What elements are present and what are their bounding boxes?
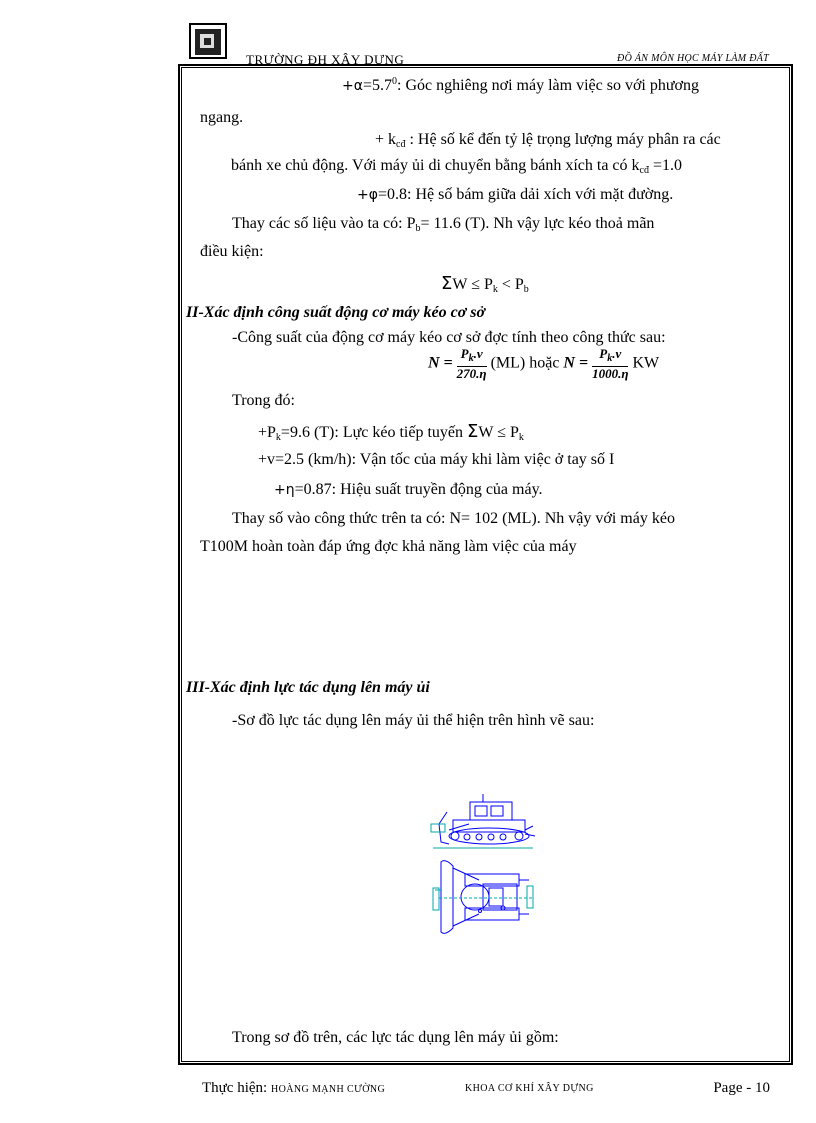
bulldozer-top-view (433, 861, 533, 934)
formula-2-num-p: P (599, 346, 608, 361)
kcd-line-2-text: bánh xe chủ động. Với máy ủi di chuyển bằng bánh xích ta có k (231, 157, 640, 174)
formula-1-numerator (457, 347, 487, 367)
pk-line (258, 421, 524, 443)
pb-subscript: b (415, 223, 421, 234)
power-formula (428, 347, 659, 381)
formula-1-num-p: P (460, 346, 469, 361)
section-3-intro: -Sơ đồ lực tác dụng lên máy ủi thể hiện trên hình vẽ sau: (232, 712, 595, 729)
kcd-subscript: cđ (396, 139, 406, 150)
formula-1-num-sub: k (468, 353, 474, 364)
sigma-symbol: Σ (441, 273, 453, 294)
phi-description: =0.8: Hệ số bám giữa dải xích với mặt đường. (377, 186, 674, 203)
section-3-title: III-Xác định lực tác dụng lên máy ủi (186, 679, 430, 696)
condition-lt: < P (497, 276, 524, 293)
phi-line (357, 186, 673, 204)
ngang-text: ngang. (200, 109, 244, 126)
university-logo (189, 23, 227, 59)
footer-author (202, 1080, 385, 1097)
bulldozer-side-view (431, 794, 535, 848)
bulldozer-force-diagram (425, 790, 537, 950)
formula-2-fraction (592, 347, 628, 381)
result-line-2: T100M hoàn toàn đáp ứng đợc khả năng làm việc của máy (200, 538, 577, 555)
header-project-title: ĐỒ ÁN MÔN HỌC MÁY LÀM ĐẤT (617, 53, 769, 64)
phi-symbol: +φ (357, 187, 378, 203)
formula-1-lhs: N = (428, 354, 453, 372)
alpha-value: =5.7 (362, 77, 392, 94)
pk-sigma: Σ (467, 421, 479, 442)
traction-condition (441, 273, 529, 295)
formula-2-num-end: .v (612, 346, 622, 361)
section-2-intro: -Công suất của động cơ máy kéo cơ sở đợc tính theo công thức sau: (232, 329, 666, 346)
eta-symbol: +η (274, 482, 295, 498)
result-line-1: Thay số vào công thức trên ta có: N= 102 (ML). Nh vậy với máy kéo (232, 510, 675, 527)
pb-line (232, 215, 654, 234)
kcd-description: : Hệ số kể đến tỷ lệ trọng lượng máy phân ra các (405, 131, 721, 148)
formula-2-unit: KW (628, 354, 660, 372)
alpha-line (342, 76, 699, 95)
pk-subscript: k (275, 432, 281, 443)
pk-w-subscript: k (518, 432, 524, 443)
formula-1-num-end: .v (473, 346, 483, 361)
eta-description: =0.87: Hiệu suất truyền động của máy. (294, 481, 543, 498)
kcd-line (375, 131, 721, 150)
kcd-line-2-value: =1.0 (648, 157, 682, 174)
footer-author-name: HOÀNG MẠNH CƯỜNG (270, 1084, 386, 1095)
pk-description: =9.6 (T): Lực kéo tiếp tuyến (280, 424, 468, 441)
dieu-kien-text: điều kiện: (200, 243, 264, 260)
formula-2-lhs: N = (563, 354, 589, 372)
formula-1-denominator: 270.η (456, 366, 487, 381)
condition-b-subscript: b (523, 284, 529, 295)
trong-do-label: Trong đó: (232, 392, 295, 409)
kcd-line-2 (231, 157, 682, 176)
alpha-degree: 0 (392, 76, 397, 87)
formula-1-unit: (ML) hoặc (486, 354, 564, 372)
condition-k-subscript: k (492, 284, 498, 295)
footer-faculty: KHOA CƠ KHÍ XÂY DỰNG (465, 1083, 594, 1094)
pk-prefix: +P (258, 424, 276, 441)
alpha-description: : Góc nghiêng nơi máy làm việc so với phương (397, 77, 700, 94)
formula-2-num-sub: k (607, 353, 613, 364)
footer-label: Thực hiện: (202, 1080, 271, 1096)
kcd-line-2-subscript: cđ (639, 165, 649, 176)
footer-page-number: Page - 10 (713, 1080, 770, 1096)
condition-w: W ≤ P (452, 276, 493, 293)
pk-w: W ≤ P (478, 424, 519, 441)
formula-2-numerator (592, 347, 628, 367)
pb-line-result: = 11.6 (T). Nh vậy lực kéo thoả mãn (420, 215, 655, 232)
closing-text: Trong sơ đồ trên, các lực tác dụng lên máy ủi gồm: (232, 1029, 559, 1046)
alpha-symbol: +α (342, 78, 363, 94)
pb-line-text: Thay các số liệu vào ta có: P (232, 215, 416, 232)
formula-2-denominator: 1000.η (592, 366, 629, 381)
section-2-title: II-Xác định công suất động cơ máy kéo cơ sở (186, 304, 486, 321)
kcd-prefix: + k (375, 131, 397, 148)
eta-line (274, 481, 543, 499)
velocity-line: +v=2.5 (km/h): Vận tốc của máy khi làm việc ở tay số I (258, 451, 615, 468)
formula-1-fraction (457, 347, 487, 381)
header-university: TRƯỜNG ĐH XÂY DỰNG (246, 52, 405, 67)
